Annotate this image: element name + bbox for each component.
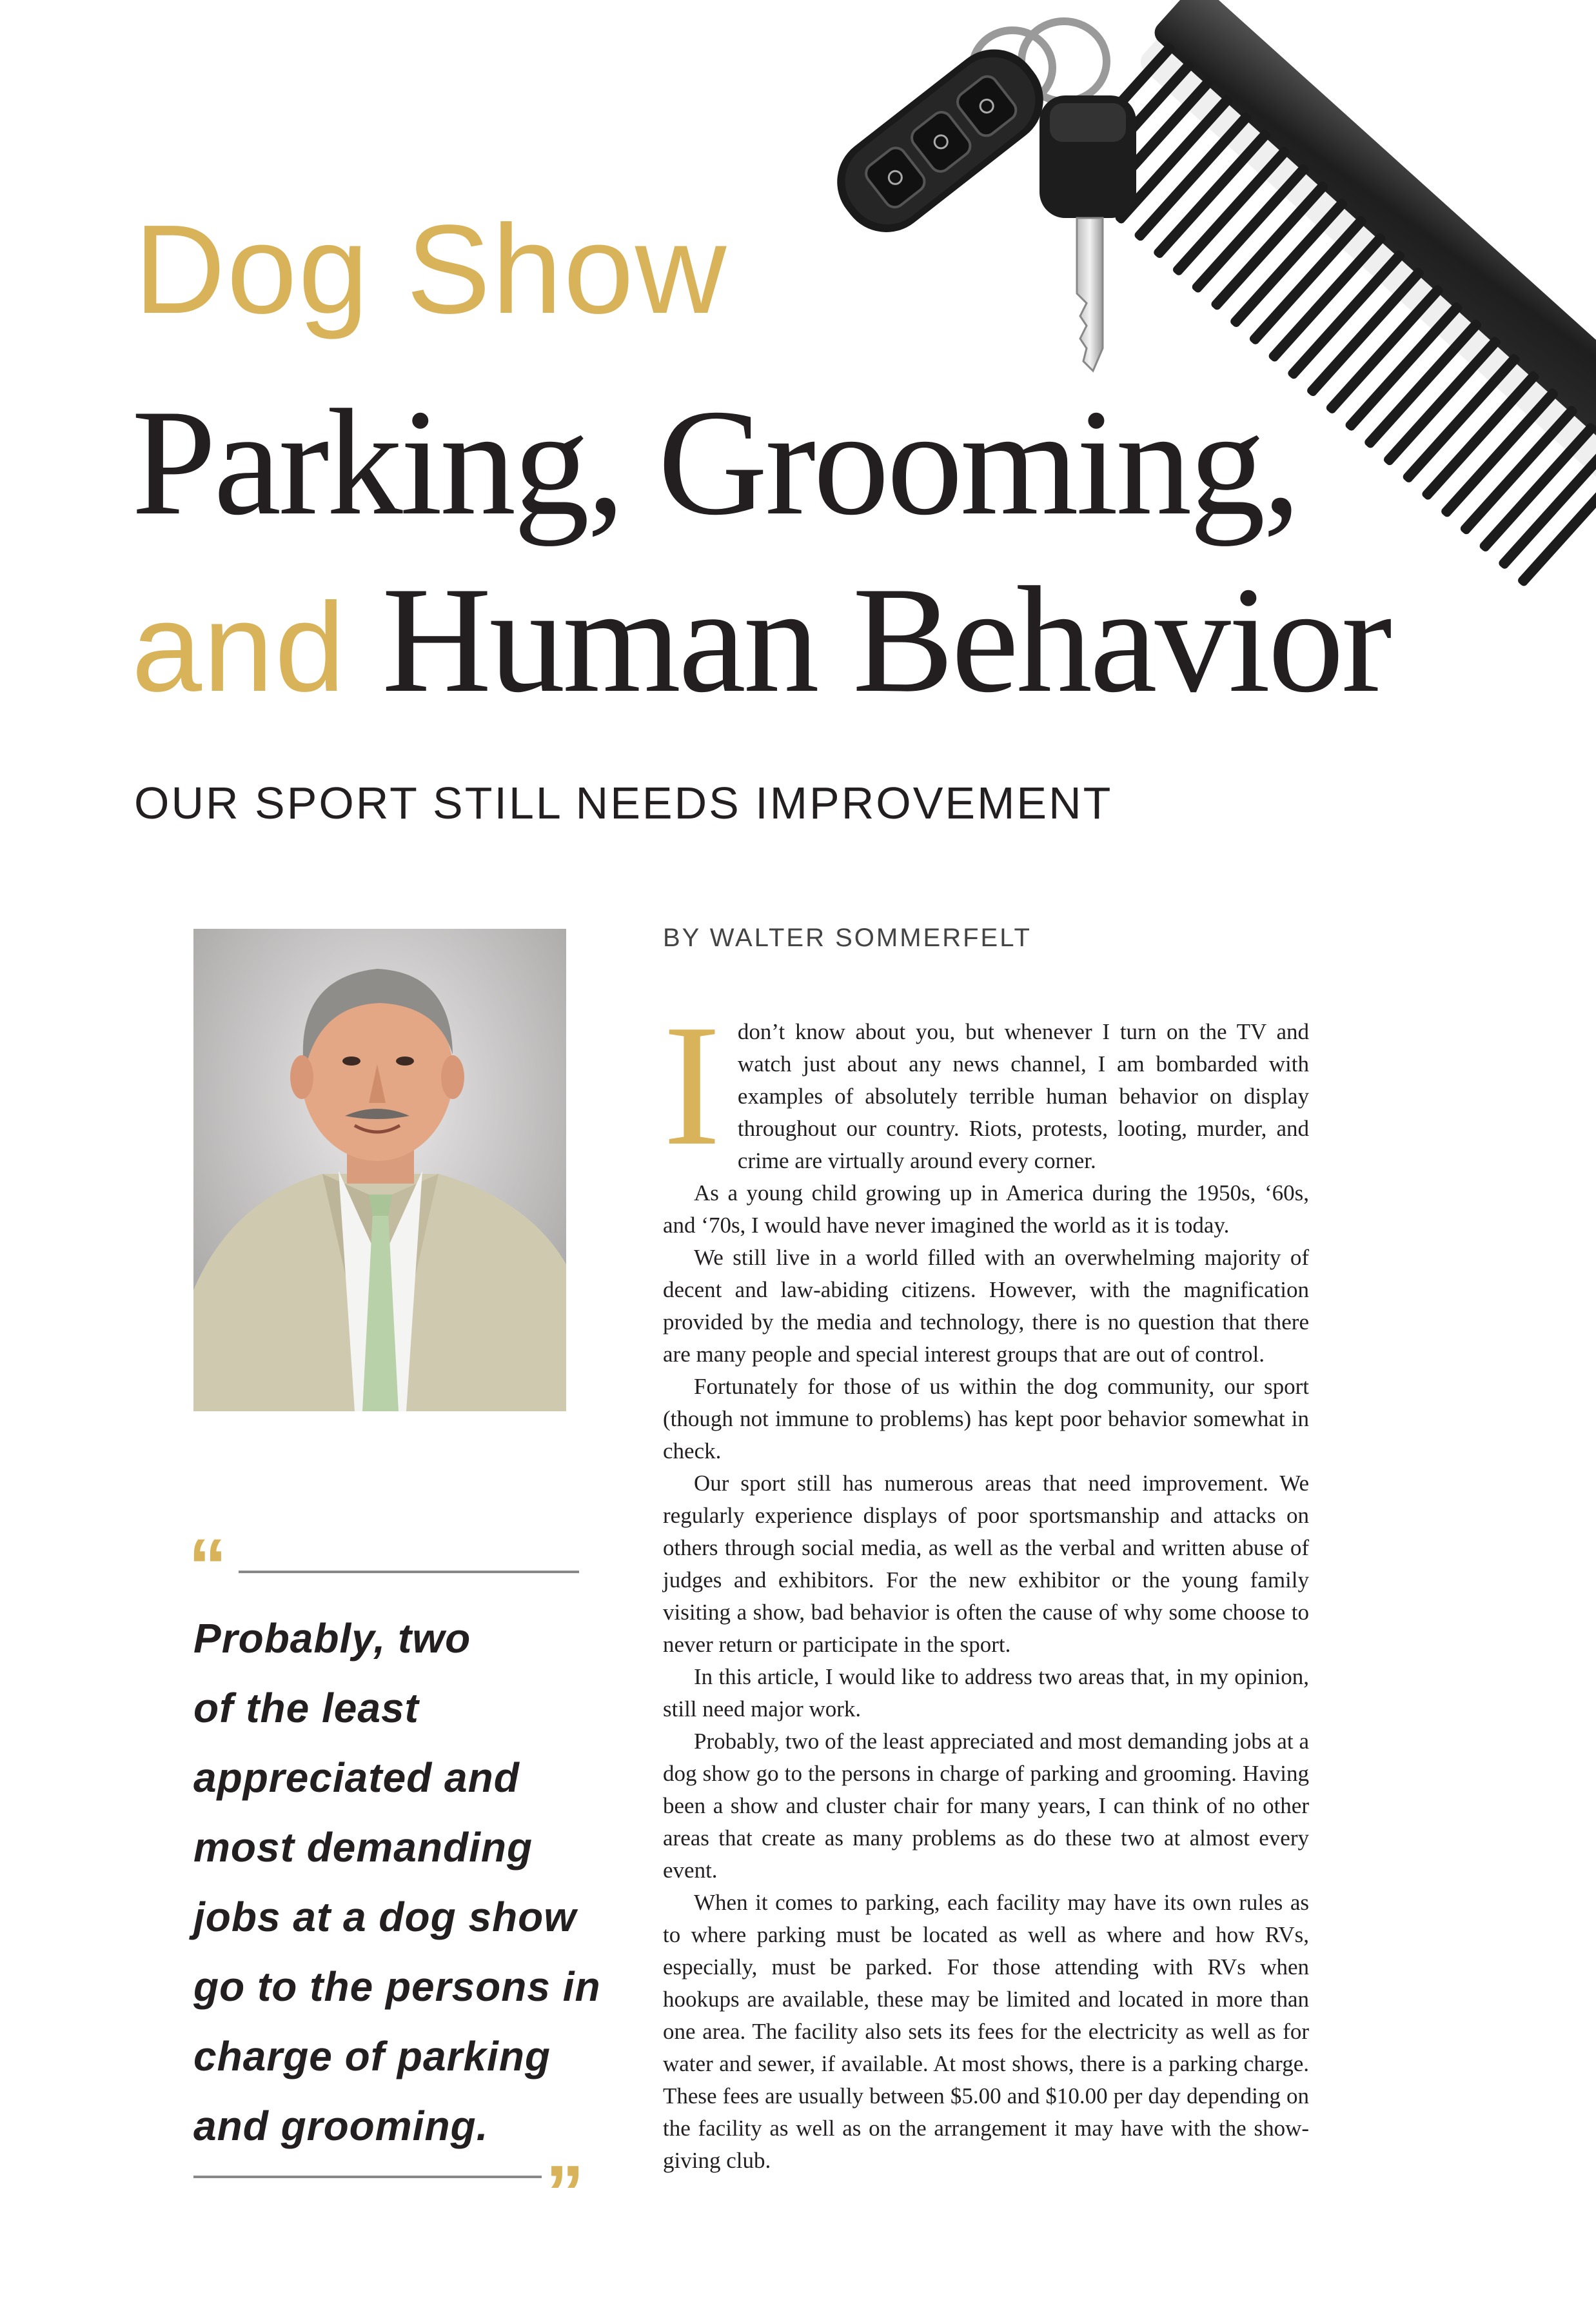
key-icon [1039,95,1136,371]
pull-quote-rule-bottom [193,2176,542,2178]
article-paragraph: As a young child growing up in America during the 1950s, ‘60s, and ‘70s, I would have never imagined the world as it is today. [663,1180,1309,1238]
headline-and: and [132,577,347,718]
pull-quote-line: jobs at a dog show [193,1894,577,1940]
car-key-fob-icon [819,31,1061,250]
subtitle: OUR SPORT STILL NEEDS IMPROVEMENT [134,778,1113,828]
article-paragraph: When it comes to parking, each facility may have its own rules as to where parking must be located as well as where and how RVs, especially, must be parked. For those attending with RVs when hookups are available, these may be limited and located in more than one area. The facility also sets its fees for the electricity as well as for water and sewer, if available. At most shows, there is a parking charge. These fees are usually between $5.00 and $10.00 per day depending on the facility as well as on the arrangement it may have with the show-giving club. [663,1890,1309,2173]
article-paragraph: We still live in a world filled with an overwhelming majority of decent and law-abiding citizens. However, with the magnification provided by the media and technology, there is no question that there are many people and special interest groups that are out of control. [663,1245,1309,1367]
pull-quote-line: of the least [193,1685,419,1731]
pull-quote-line: Probably, two [193,1615,471,1662]
drop-cap: I [663,989,721,1182]
headline-human-behavior [132,556,1390,724]
byline: BY WALTER SOMMERFELT [663,924,1032,952]
headline-dog-show: Dog Show [134,199,728,340]
article-paragraph: Our sport still has numerous areas that need improvement. We regularly experience displays of poor sportsmanship and attacks on others through social media, as well as the verbal and written abuse of judges and exhibitors. For the new exhibitor or the young family visiting a show, bad behavior is often the cause of why some choose to never return or participate in the sport. [663,1471,1309,1657]
pull-quote-line: appreciated and [193,1754,520,1801]
article-paragraph-text: don’t know about you, but whenever I turn on the TV and watch just about any news channel, I am bombarded with examples of absolutely terrible human behavior on display throughout our country. Riots, protests, looting, murder, and crime are virtually around every corner. [737,1019,1309,1173]
pull-quote-close-mark: ” [546,2150,584,2236]
pull-quote-rule-top [239,1571,579,1573]
pull-quote-line: go to the persons in [193,1963,601,2010]
author-portrait [193,929,566,1411]
pull-quote-line: charge of parking [193,2033,551,2079]
headline-parking-grooming: Parking, Grooming, [132,379,1299,547]
article-body [663,989,1309,2177]
article-paragraph [663,989,1309,1182]
pull-quote-line: most demanding [193,1824,533,1870]
article-paragraph: Probably, two of the least appreciated and most demanding jobs at a dog show go to the persons in charge of parking and grooming. Having been a show and cluster chair for many years, I can think of no other areas that create as many problems as do these two at almost every event. [663,1729,1309,1883]
pull-quote-line: and grooming. [193,2103,489,2149]
article-paragraph: Fortunately for those of us within the dog community, our sport (though not immune to problems) has kept poor behavior somewhat in check. [663,1374,1309,1464]
headline-human-behavior-text: Human Behavior [346,556,1390,724]
pull-quote-open-mark: “ [188,1523,227,1609]
pull-quote [193,1603,606,2161]
article-paragraph: In this article, I would like to address two areas that, in my opinion, still need major work. [663,1664,1309,1722]
